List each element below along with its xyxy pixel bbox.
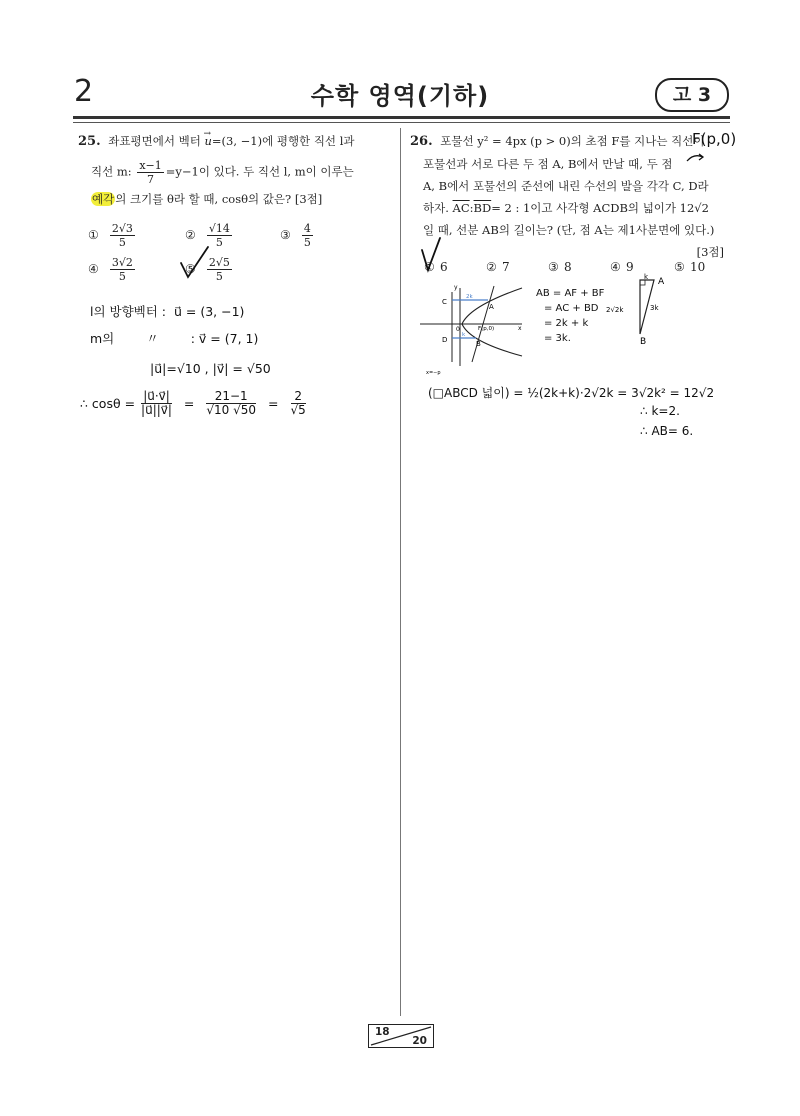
work-cos-prefix: ∴ cosθ = — [80, 396, 136, 411]
choice-den: 5 — [215, 270, 223, 283]
work-frac-1 — [141, 390, 172, 417]
q26-ab-result: ∴ AB= 6. — [640, 424, 694, 438]
triangle-label-b: B — [640, 337, 647, 347]
q26-text-4a: 하자. — [423, 201, 449, 215]
q26-line-3: A, B에서 포물선의 준선에 내린 수선의 발을 각각 C, D라 — [423, 179, 709, 193]
page-current: 18 — [375, 1026, 390, 1038]
q26-area-equation: (□ABCD 넓이) = ½(2k+k)·2√2k = 3√2k² = 12√2 — [428, 386, 715, 400]
q26-k-result: ∴ k=2. — [640, 404, 680, 418]
work-label: l의 방향벡터 : — [90, 304, 167, 319]
q26-line-4 — [410, 197, 730, 219]
work-line: = AC + BD — [544, 303, 599, 314]
choice-den: 5 — [303, 236, 311, 249]
q26-line-5: 일 때, 선분 AB의 길이는? (단, 점 A는 제1사분면에 있다.) — [423, 223, 715, 237]
triangle-label-hyp: 3k — [650, 304, 659, 312]
work-num: |u⃗·v⃗| — [141, 390, 172, 404]
graph-label-x: x — [518, 325, 522, 332]
q25-fraction-num: x−1 — [139, 159, 162, 172]
q26-arrow-icon — [686, 152, 706, 164]
graph-label-o: 0 — [456, 326, 460, 333]
question-25 — [78, 130, 388, 210]
work-den: √5 — [290, 403, 306, 417]
q25-fraction-den: 7 — [147, 173, 155, 186]
q25-work-line-2 — [90, 329, 258, 347]
graph-label-k: k — [462, 332, 466, 338]
q25-line-2 — [78, 159, 388, 186]
choice-num: √14 — [208, 222, 230, 235]
q25-fraction — [137, 159, 163, 186]
choice-value: 9 — [626, 260, 634, 274]
work-frac-2 — [206, 390, 256, 417]
q25-line-3 — [78, 188, 388, 210]
triangle-label-top: k — [644, 273, 649, 281]
q26-triangle-sketch — [604, 272, 684, 348]
grade-badge: 고 3 — [655, 78, 729, 112]
header-rule-thin — [73, 122, 730, 123]
q26-check-mark-icon — [418, 236, 448, 276]
choice-mark: ③ — [548, 260, 559, 274]
q26-ratio-sep: : — [469, 201, 474, 215]
q25-work-cos: ∴ cosθ = $\frac{|u⃗\cdot v⃗|}{|u⃗||v⃗|}$ = $\frac{21-1}{√10 √50}$ = $\frac{2}{√5}$ — [80, 389, 306, 417]
q26-text-4b: = 2 : 1이고 사각형 ACDB의 넓이가 12√2 — [491, 201, 709, 215]
page-counter — [368, 1024, 434, 1048]
graph-label-2k: 2k — [466, 294, 473, 300]
graph-label-f: F(p,0) — [478, 326, 495, 332]
choice-den: 5 — [118, 270, 126, 283]
choice-fraction — [110, 222, 135, 249]
q26-parabola-graph — [418, 282, 530, 378]
q26-points: [3점] — [696, 245, 724, 259]
q25-number: 25. — [78, 134, 101, 149]
choice-num: 2√3 — [111, 222, 133, 235]
q25-choice-3[interactable] — [280, 222, 315, 249]
q25-text-1a: 좌표평면에서 벡터 — [108, 134, 201, 148]
q26-segment-bd: $\overline{BD}$ — [473, 201, 492, 215]
graph-label-d: D — [442, 336, 448, 344]
graph-label-b: B — [476, 340, 481, 348]
choice-mark: ③ — [280, 228, 291, 242]
q25-choice-4[interactable] — [88, 256, 137, 283]
work-den: √10 √50 — [206, 403, 257, 417]
q25-choice-1[interactable] — [88, 222, 137, 249]
choice-fraction — [302, 222, 313, 249]
column-divider — [400, 128, 401, 1016]
triangle-label-side: 2√2k — [606, 306, 624, 314]
choice-num: 4 — [303, 222, 311, 235]
work-ditto: 〃 — [146, 331, 159, 346]
q26-segment-ac: $\overline{AC}$ — [452, 201, 470, 215]
q25-highlight: 예각 — [92, 192, 115, 206]
q25-line-1 — [78, 130, 388, 153]
q25-text-2a: 직선 m: — [91, 164, 132, 179]
choice-num: 2√5 — [208, 256, 230, 269]
choice-mark: ⑤ — [674, 260, 685, 274]
q26-number: 26. — [410, 134, 433, 149]
choice-value: 8 — [564, 260, 572, 274]
graph-label-directrix: x=−p — [426, 370, 441, 376]
q26-focus-note: F(p,0) — [692, 130, 737, 148]
choice-mark: ① — [88, 228, 99, 242]
q26-line-1 — [410, 130, 730, 153]
question-26 — [410, 130, 730, 263]
work-line: AB = AF + BF — [536, 288, 605, 299]
q25-text-1b: =(3, −1)에 평행한 직선 l과 — [211, 134, 355, 148]
choice-value: 10 — [690, 260, 706, 274]
choice-mark: ④ — [610, 260, 621, 274]
work-den: |u⃗||v⃗| — [141, 403, 172, 417]
graph-label-y: y — [454, 284, 458, 291]
q26-text-1: 포물선 y² = 4px (p > 0)의 초점 F를 지나는 직선이 — [440, 134, 705, 148]
choice-mark: ② — [185, 228, 196, 242]
q26-choice-2[interactable] — [486, 260, 510, 274]
header-rule-thick — [73, 116, 730, 119]
choice-mark: ④ — [88, 262, 99, 276]
choice-value: 6 — [440, 260, 448, 274]
choice-fraction — [110, 256, 135, 283]
choice-value: 7 — [502, 260, 510, 274]
q26-line-2: 포물선과 서로 다른 두 점 A, B에서 만날 때, 두 점 — [423, 157, 673, 171]
work-line: = 2k + k — [544, 318, 589, 329]
work-label: m의 — [90, 331, 115, 346]
choice-mark: ② — [486, 260, 497, 274]
q25-text-3: 의 크기를 θ라 할 때, cosθ의 값은? [3점] — [115, 192, 323, 206]
page-title: 수학 영역(기하) — [310, 82, 490, 110]
work-num: 2 — [291, 390, 306, 404]
q25-text-2b: =y−1이 있다. 두 직선 l, m이 이루는 — [165, 164, 354, 179]
work-value: : v⃗ = (7, 1) — [190, 331, 259, 346]
work-line: = 3k. — [544, 333, 571, 344]
page-number: 2 — [74, 74, 94, 109]
graph-label-c: C — [442, 298, 447, 306]
q26-ab-chain — [536, 286, 604, 346]
work-value: u⃗ = (3, −1) — [174, 304, 245, 319]
choice-den: 5 — [215, 236, 223, 249]
q25-check-mark-icon — [178, 243, 218, 283]
choice-mark: ① — [424, 260, 435, 274]
choice-num: 3√2 — [111, 256, 133, 269]
work-frac-3 — [291, 390, 306, 417]
work-num: 21−1 — [206, 390, 256, 404]
q25-choices — [88, 222, 388, 292]
graph-label-a: A — [489, 303, 494, 311]
q26-choice-3[interactable] — [548, 260, 572, 274]
choice-mark: ⑤ — [185, 262, 196, 276]
triangle-label-a: A — [658, 277, 665, 287]
q25-vector-u: → u — [204, 134, 211, 148]
choice-den: 5 — [118, 236, 126, 249]
q25-work-line-3: |u⃗|=√10 , |v⃗| = √50 — [150, 361, 271, 376]
q25-work-line-1 — [90, 302, 244, 320]
page-total: 20 — [412, 1035, 427, 1047]
